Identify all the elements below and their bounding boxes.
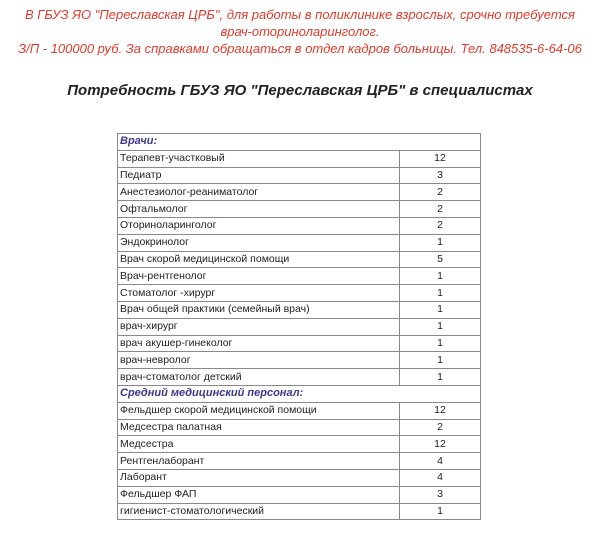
position-name: Рентгенлаборант: [118, 453, 400, 470]
table-row: [118, 201, 481, 218]
position-count: 12: [400, 436, 481, 453]
position-name: Медсестра: [118, 436, 400, 453]
section-heading-nursing: Средний медицинский персонал:: [118, 385, 481, 402]
table-row: [118, 268, 481, 285]
position-count: 1: [400, 503, 481, 520]
position-count: 1: [400, 352, 481, 369]
vacancy-notice-line-1: В ГБУЗ ЯО "Переславская ЦРБ", для работы в поликлинике взрослых, срочно требуется: [24, 7, 575, 22]
table-row: [118, 285, 481, 302]
position-name: Офтальмолог: [118, 201, 400, 218]
position-name: Врач скорой медицинской помощи: [118, 251, 400, 268]
table-row: [118, 335, 481, 352]
table-row: [118, 251, 481, 268]
vacancy-notice-line-2: врач-оториноларинголог.: [220, 24, 380, 39]
position-count: 4: [400, 453, 481, 470]
position-count: 1: [400, 369, 481, 386]
table-row: [118, 369, 481, 386]
position-name: Эндокринолог: [118, 234, 400, 251]
position-name: Педиатр: [118, 167, 400, 184]
position-count: 2: [400, 201, 481, 218]
position-count: 1: [400, 335, 481, 352]
position-name: врач-невролог: [118, 352, 400, 369]
section-heading-row: [118, 385, 481, 402]
vacancy-notice: [0, 6, 600, 57]
position-name: Врач общей практики (семейный врач): [118, 301, 400, 318]
table-row: [118, 436, 481, 453]
table-row: [118, 301, 481, 318]
position-name: врач-стоматолог детский: [118, 369, 400, 386]
section-heading-doctors: Врачи:: [118, 134, 481, 151]
table-row: [118, 184, 481, 201]
table-row: [118, 234, 481, 251]
position-name: Медсестра палатная: [118, 419, 400, 436]
position-count: 3: [400, 486, 481, 503]
table-row: [118, 419, 481, 436]
position-name: врач-хирург: [118, 318, 400, 335]
position-name: Врач-рентгенолог: [118, 268, 400, 285]
table-row: [118, 486, 481, 503]
position-count: 1: [400, 301, 481, 318]
position-count: 1: [400, 268, 481, 285]
position-name: Лаборант: [118, 469, 400, 486]
section-heading-row: [118, 134, 481, 151]
table-row: [118, 503, 481, 520]
position-name: гигиенист-стоматологический: [118, 503, 400, 520]
table-row: [118, 150, 481, 167]
position-count: 12: [400, 150, 481, 167]
position-name: Анестезиолог-реаниматолог: [118, 184, 400, 201]
vacancy-notice-line-3: З/П - 100000 руб. За справками обращаться в отдел кадров больницы. Тел. 848535-6-64-06: [18, 41, 582, 56]
position-count: 12: [400, 402, 481, 419]
page-title: Потребность ГБУЗ ЯО "Переславская ЦРБ" в специалистах: [67, 82, 533, 99]
position-name: Терапевт-участковый: [118, 150, 400, 167]
position-count: 2: [400, 419, 481, 436]
position-count: 4: [400, 469, 481, 486]
table-row: [118, 318, 481, 335]
position-name: Стоматолог -хирург: [118, 285, 400, 302]
position-count: 2: [400, 184, 481, 201]
position-name: Фельдшер ФАП: [118, 486, 400, 503]
position-count: 3: [400, 167, 481, 184]
position-name: Оториноларинголог: [118, 217, 400, 234]
position-name: Фельдшер скорой медицинской помощи: [118, 402, 400, 419]
position-count: 2: [400, 217, 481, 234]
table-row: [118, 453, 481, 470]
table-row: [118, 352, 481, 369]
position-count: 1: [400, 318, 481, 335]
position-count: 5: [400, 251, 481, 268]
position-count: 1: [400, 285, 481, 302]
position-count: 1: [400, 234, 481, 251]
table-row: [118, 469, 481, 486]
table-row: [118, 402, 481, 419]
table-row: [118, 167, 481, 184]
table-row: [118, 217, 481, 234]
specialists-table: [117, 133, 481, 520]
position-name: врач акушер-гинеколог: [118, 335, 400, 352]
